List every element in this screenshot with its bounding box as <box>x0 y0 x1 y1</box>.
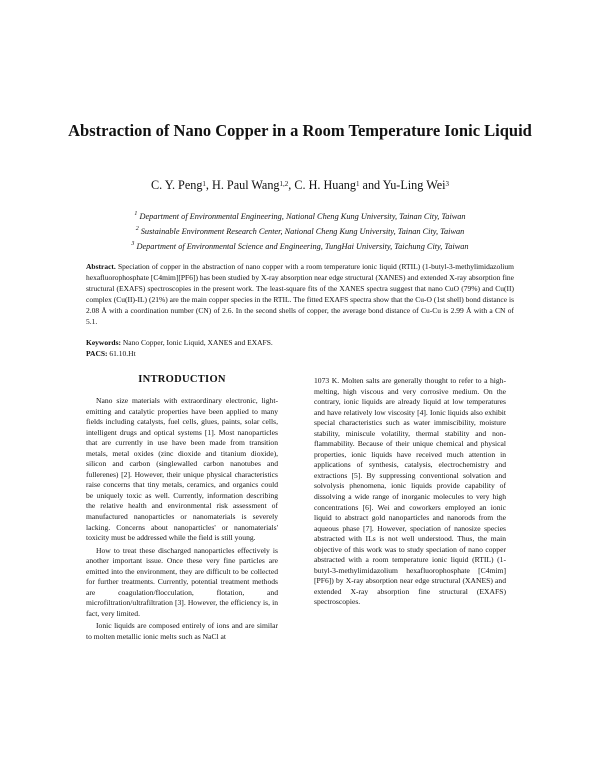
affil-mark: 1 <box>134 211 138 217</box>
paragraph: Nano size materials with extraordinary electronic, light-emitting and catalytic properties have been applied to many fields including catalysts, fuel cells, glues, paints, solar cells, intelligent drugs and optical systems [1]. Most nanoparticles that are currently in use have been made from transition metals, metal oxides (zinc dioxide and titanium dioxide), silicon and carbon (singlewalled carbon nanotubes and fullerenes) [2]. However, their unique physical characteristics raise concerns that tiny metals, ceramics, and organics could be uniquely toxic as well. Currently, information describing the relative health and environmental risk assessment of manufactured nanoparticles or nanomaterials is severely lacking. Concerns about nanoparticles' or nanomaterials' toxicity must be addressed while the field is still young. <box>86 396 278 543</box>
keywords-label: Keywords: <box>86 338 121 347</box>
paper-title: Abstraction of Nano Copper in a Room Temperature Ionic Liquid <box>68 121 532 140</box>
author-affil-mark: 1 <box>202 180 206 188</box>
paragraph: Ionic liquids are composed entirely of ions and are similar to molten metallic ionic melts such as NaCl at <box>86 621 278 642</box>
author-affil-mark: 1,2 <box>279 180 289 188</box>
left-column <box>86 373 278 645</box>
affiliation <box>60 238 540 253</box>
author-affil-mark: 3 <box>445 180 450 188</box>
affil-mark: 3 <box>131 240 135 247</box>
author-name: C. Y. Peng <box>150 178 203 192</box>
affil-text: Sustainable Environment Research Center, National Cheng Kung University, Tainan City, Taiwan <box>140 226 465 236</box>
affil-text: Department of Environmental Engineering, National Cheng Kung University, Tainan City, Taiwan <box>139 211 466 221</box>
affiliation-list <box>60 208 540 252</box>
author-name: Yu-Ling Wei <box>382 178 446 192</box>
abstract-text: Speciation of copper in the abstraction of nano copper with a room temperature ionic liquid (RTIL) (1-butyl-3-methylimidazolium hexafluorophosphate [C4mim][PF6]) has been studied by X-ray absorption near edge structural (XANES) and extended X-ray absorption fine structural (EXAFS) spectroscopies in the present work. The least-square fits of the XANES spectra suggest that nano CuO (79%) and Cu(II) complex (Cu(II)-IL) (21%) are the main copper species in the RTIL. The fitted EXAFS spectra show that the Cu-O (1st shell) bond distance is 2.08 Å with a coordination number (CN) of 2.6. In the second shells of copper, the average bond distance of Cu-Cu is 2.99 Å with a CN of 5.1. <box>86 262 514 326</box>
paragraph: 1073 K. Molten salts are generally thought to refer to a high-melting, high viscous and very corrosive medium. On the contrary, ionic liquids are already liquid at low temperatures and have relatively low viscosity [4]. Ionic liquids also exhibit special characteristics such as water immiscibility, moisture stability, miniscule volatility, thermal stability and non-flammability. Because of their unique chemical and physical properties, ionic liquids have received much attention in applications of synthesis, catalysis, electrochemistry and extractions [5]. By suppressing conventional solvation and solvolysis phenomena, ionic liquids provide capability of dissolving a wide range of inorganic molecules to very high concentrations [6]. Wei and coworkers employed an ionic liquid to abstract gold nanoparticles and nanorods from the aqueous phase [7]. However, speciation of nanosize species abstracted with ILs is not well understood. Thus, the main objective of this work was to study speciation of nano copper abstracted with a room temperature ionic liquid (RTIL) (1-butyl-3-methylimidazolium hexafluorophosphate [C4mim][PF6]) by X-ray absorption near edge structural (XANES) and extended X-ray absorption fine structural (EXAFS) spectroscopies. <box>314 376 506 607</box>
right-column <box>314 376 506 610</box>
keywords-line <box>86 338 514 349</box>
section-heading: INTRODUCTION <box>138 374 226 385</box>
pacs-text: 61.10.Ht <box>109 348 136 358</box>
abstract-label: Abstract. <box>86 262 116 271</box>
abstract <box>86 262 514 327</box>
affil-text: Department of Environmental Science and Engineering, TungHai University, Taichung City, Taiwan <box>136 241 469 251</box>
paragraph: How to treat these discharged nanoparticles effectively is another important issue. Once these very fine particles are emitted into the environment, they are difficult to be collected for further treatments. Currently, potential treatment methods are coagulation/flocculation, flotation, and microfiltration/ultrafiltration [3]. However, the efficiency is, in fact, very limited. <box>86 545 278 618</box>
keywords-text: Nano Copper, Ionic Liquid, XANES and EXAFS. <box>122 338 273 347</box>
affiliation <box>60 208 540 223</box>
affiliation <box>60 223 540 238</box>
author-name: H. Paul Wang <box>212 178 280 192</box>
affil-mark: 2 <box>135 225 139 232</box>
pacs-label: PACS: <box>86 348 108 358</box>
author-affil-mark: 1 <box>356 180 360 188</box>
pacs-line <box>86 349 514 360</box>
author-list: C. Y. Peng$^1$, H. Paul Wang$^{1,2}$, C. H. Huang$^1$ and Yu-Ling Wei$^3$ <box>150 178 450 192</box>
keywords-block <box>86 338 514 360</box>
author-name: C. H. Huang <box>294 178 356 192</box>
